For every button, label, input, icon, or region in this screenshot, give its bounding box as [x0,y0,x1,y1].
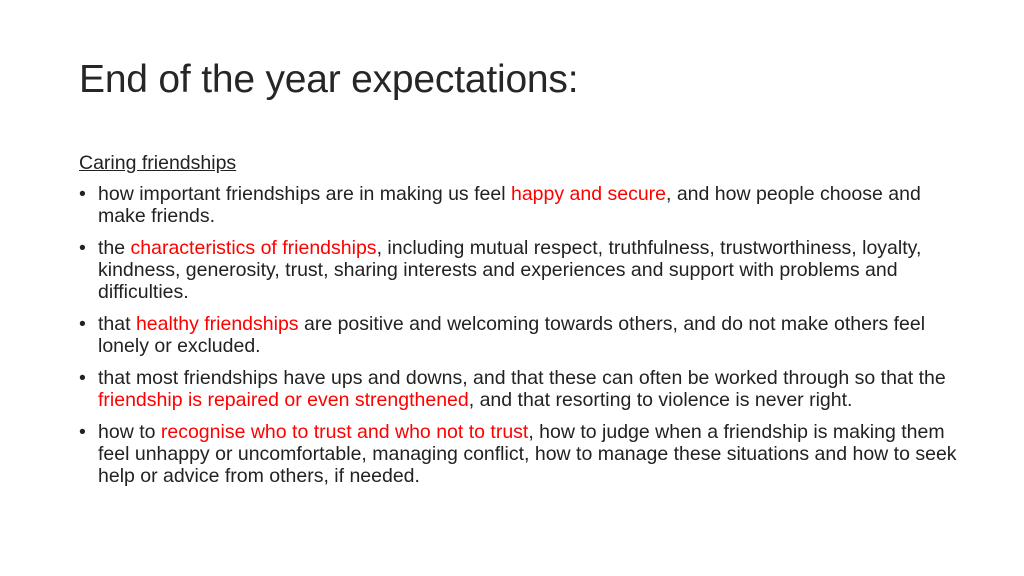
highlighted-phrase: recognise who to trust and who not to trust [160,421,529,443]
bullet-text: , and that resorting to violence is never right. [468,389,853,411]
bullet-text: how to [98,421,161,443]
highlighted-phrase: happy and secure [510,183,666,205]
highlighted-phrase: healthy friendships [135,313,299,335]
slide-content [79,152,959,497]
bullet-item-feelings [79,183,959,227]
bullet-item-trust [79,421,959,487]
bullet-text: are positive and welcoming towards others, and do not make others feel lonely or excluded. [98,313,926,357]
bullet-icon: • [79,313,86,335]
bullet-text: , how to judge when a friendship is making them feel unhappy or uncomfortable, managing conflict, how to manage these situations and how to seek help or advice from others, if needed. [98,421,957,487]
bullet-text: how important friendships are in making us feel [98,183,511,205]
bullet-item-healthy-friendships [79,313,959,357]
bullet-text: the [98,237,131,259]
bullet-text: , including mutual respect, truthfulness, trustworthiness, loyalty, kindness, generosity, trust, sharing interests and experiences and support with problems and difficulties. [98,237,922,303]
section-heading: Caring friendships [79,152,237,174]
highlighted-phrase: characteristics of friendships [130,237,377,259]
bullet-text: that most friendships have ups and downs, and that these can often be worked through so that the [98,367,946,389]
bullet-item-ups-and-downs [79,367,959,411]
bullet-item-characteristics [79,237,959,303]
bullet-icon: • [79,183,86,205]
bullet-icon: • [79,421,86,443]
bullet-list [79,183,959,487]
bullet-icon: • [79,367,86,389]
bullet-icon: • [79,237,86,259]
highlighted-phrase: friendship is repaired or even strengthened [98,389,469,411]
bullet-text: that [98,313,136,335]
bullet-text: , and how people choose and make friends. [98,183,921,227]
slide-title: End of the year expectations: [79,58,579,101]
